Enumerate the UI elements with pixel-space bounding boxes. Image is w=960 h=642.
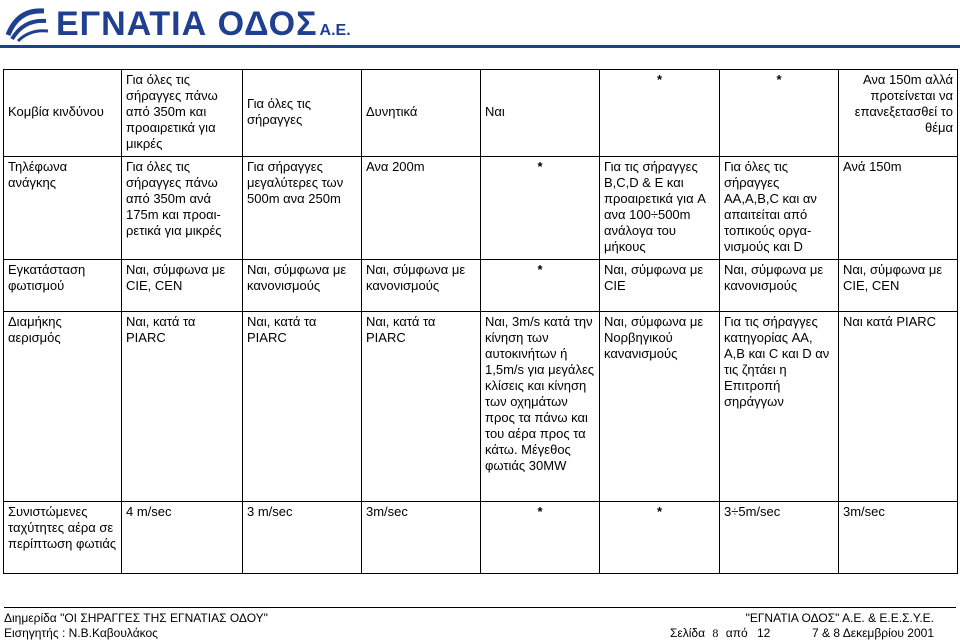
page-of: από: [725, 626, 748, 640]
footer-rule: [4, 607, 956, 608]
table-cell: *: [481, 502, 600, 574]
page-current: 8: [712, 626, 719, 640]
table-cell: Για όλες τις σήραγγες: [243, 70, 362, 157]
table-cell: Ναι, σύμφωνα με CIE, CEN: [122, 260, 243, 312]
table-cell: Ναι, σύμφωνα με CIE, CEN: [839, 260, 958, 312]
table-cell: Ανά 150m: [839, 157, 958, 260]
table-cell: *: [720, 70, 839, 157]
page-total: 12: [756, 626, 771, 640]
table-row: [4, 157, 958, 260]
table-cell: Ανα 150m αλλά προτείνεται να επανεξετασθεί το θέμα: [839, 70, 958, 157]
table-cell: Για όλες τις σήραγγες πάνω από 350m ανά 175m και προαι-ρετικά για μικρές: [122, 157, 243, 260]
row-header: Τηλέφωνα ανάγκης: [4, 157, 122, 260]
table-cell: Ναι, σύμφωνα με CIE: [600, 260, 720, 312]
logo-mark-icon: [4, 5, 50, 43]
table-row: [4, 312, 958, 502]
table-cell: Για τις σήραγγες κατηγορίας AA, A,B και C και D αν τις ζητάει η Επιτροπή σηράγγων: [720, 312, 839, 502]
table-cell: Ναι, 3m/s κατά την κίνηση των αυτοκινήτων ή 1,5m/s για μεγάλες κλίσεις και κίνηση των οχημάτων προς τα πάνω και του αέρα προς τα κάτω. Μέγεθος φωτιάς 30MW: [481, 312, 600, 502]
row-header: Εγκατάσταση φωτισμού: [4, 260, 122, 312]
table-cell: Για όλες τις σήραγγες πάνω από 350m και προαιρετικά για μικρές: [122, 70, 243, 157]
footer-page-number: [670, 626, 770, 640]
table-row: [4, 70, 958, 157]
table-cell: 3m/sec: [362, 502, 481, 574]
table-cell: Ναι, κατά τα PIARC: [243, 312, 362, 502]
table-cell: Ναι, σύμφωνα με κανονισμούς: [720, 260, 839, 312]
footer-speaker: Εισηγητής : Ν.Β.Καβουλάκος: [4, 626, 158, 640]
table-cell: *: [600, 70, 720, 157]
page-label: Σελίδα: [670, 626, 706, 640]
table-cell: 3 m/sec: [243, 502, 362, 574]
header-rule: [0, 45, 960, 48]
table-cell: *: [481, 260, 600, 312]
footer-date: 7 & 8 Δεκεμβρίου 2001: [812, 626, 934, 640]
logo-suffix: Α.Ε.: [319, 22, 351, 39]
table-cell: Για τις σήραγγες B,C,D & E και προαιρετικά για A ανα 100÷500m ανάλογα του μήκους: [600, 157, 720, 260]
row-header: Διαμήκης αερισμός: [4, 312, 122, 502]
table-cell: *: [481, 157, 600, 260]
table-cell: Ναι, σύμφωνα με Νορβηγικού κανανισμούς: [600, 312, 720, 502]
footer-organizer: "ΕΓΝΑΤΙΑ ΟΔΟΣ" Α.Ε. & Ε.Ε.Σ.Υ.Ε.: [745, 611, 934, 625]
row-header: Συνιστώμενες ταχύτητες αέρα σε περίπτωση φωτιάς: [4, 502, 122, 574]
table-row: [4, 260, 958, 312]
footer-event-title: Διημερίδα "ΟΙ ΣΗΡΑΓΓΕΣ ΤΗΣ ΕΓΝΑΤΙΑΣ ΟΔΟΥ": [4, 611, 268, 625]
table-row: [4, 502, 958, 574]
table-cell: 3m/sec: [839, 502, 958, 574]
table-cell: Για σήραγγες μεγαλύτερες των 500m ανα 250m: [243, 157, 362, 260]
row-header: Κομβία κινδύνου: [4, 70, 122, 157]
table-cell: Ναι, κατά τα PIARC: [122, 312, 243, 502]
table-cell: Για όλες τις σήραγγες AA,A,B,C και αν απαιτείται από τοπικούς οργα-νισμούς και D: [720, 157, 839, 260]
table-cell: Ανα 200m: [362, 157, 481, 260]
table-cell: Ναι: [481, 70, 600, 157]
table-cell: *: [600, 502, 720, 574]
table-cell: Ναι κατά PIARC: [839, 312, 958, 502]
comparison-table: [3, 69, 958, 574]
table-cell: Ναι, σύμφωνα με κανονισμούς: [362, 260, 481, 312]
table-cell: 4 m/sec: [122, 502, 243, 574]
logo-text: ΕΓΝΑΤΙΑ ΟΔΟΣ: [56, 5, 318, 43]
table-cell: Δυνητικά: [362, 70, 481, 157]
table-cell: Ναι, σύμφωνα με κανονισμούς: [243, 260, 362, 312]
company-logo: [4, 4, 351, 44]
table-cell: Ναι, κατά τα PIARC: [362, 312, 481, 502]
table-cell: 3÷5m/sec: [720, 502, 839, 574]
